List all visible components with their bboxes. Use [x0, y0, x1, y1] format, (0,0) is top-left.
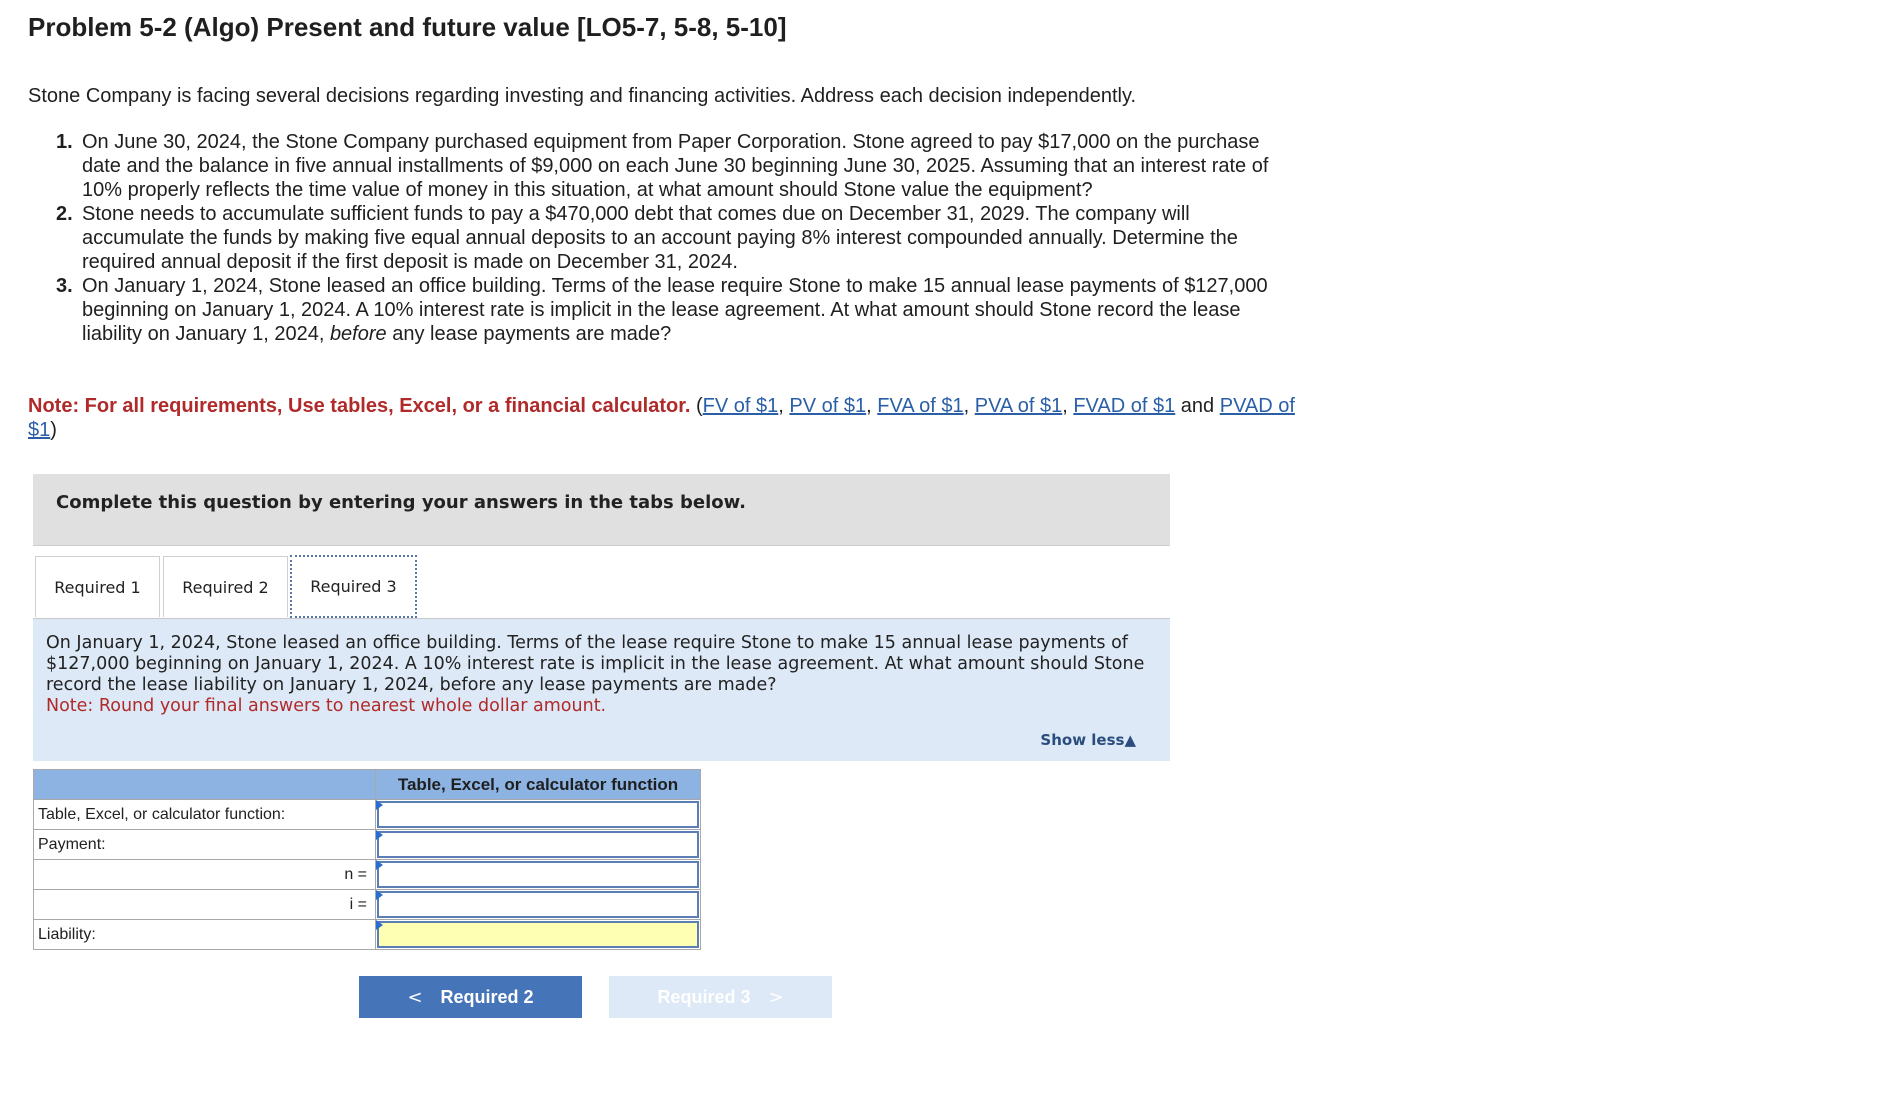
- requirement-number: 3.: [56, 275, 73, 297]
- requirement-text: Stone needs to accumulate sufficient funds to pay a $470,000 debt that comes due on December 31, 2029. The company will accumulate the funds by making five equal annual deposits to an account paying 8% interest compounded annually. Determine the required annual deposit if the first deposit is made on December 31, 2024.: [82, 203, 1238, 273]
- link-pvad-of-1[interactable]: PVAD of $1: [28, 395, 1295, 441]
- row-label-function: Table, Excel, or calculator function:: [34, 800, 376, 830]
- link-pv-of-1[interactable]: PV of $1: [789, 395, 867, 417]
- row-label-i: i =: [34, 890, 376, 920]
- table-row: [34, 890, 701, 920]
- requirement-text-before: On January 1, 2024, Stone leased an office building. Terms of the lease require Stone to make 15 annual lease payments of $127,000 beginning on January 1, 2024. A 10% interest rate is implicit in the lease agreement. At what amount should Stone record the lease liability on January 1, 2024,: [82, 275, 1268, 345]
- row-label-n: n =: [34, 860, 376, 890]
- show-less-label: Show less: [1040, 731, 1125, 749]
- payment-input[interactable]: [377, 831, 699, 858]
- liability-input[interactable]: [377, 921, 699, 948]
- requirement-number: 2.: [56, 203, 73, 225]
- requirement-text-after: any lease payments are made?: [386, 323, 672, 345]
- page-title: Problem 5-2 (Algo) Present and future value [LO5-7, 5-8, 5-10]: [28, 12, 787, 42]
- intro-text: Stone Company is facing several decisions regarding investing and financing activities. Address each decision independently.: [28, 85, 1137, 107]
- instructions-banner: [33, 474, 1170, 546]
- question-text: On January 1, 2024, Stone leased an office building. Terms of the lease require Stone to make 15 annual lease payments of $127,000 beginning on January 1, 2024. A 10% interest rate is implicit in the lease agreement. At what amount should Stone record the lease liability on January 1, 2024, before any lease payments are made?: [46, 633, 1145, 695]
- i-cell: [376, 890, 701, 920]
- requirement-item-2: [56, 202, 1286, 274]
- link-fvad-of-1[interactable]: FVAD of $1: [1073, 395, 1176, 417]
- note-paren-close: ): [50, 419, 57, 441]
- note-separator: ,: [866, 395, 878, 417]
- next-required-3-button[interactable]: [609, 976, 832, 1018]
- i-input[interactable]: [377, 891, 699, 918]
- tables-note: [28, 394, 1298, 442]
- note-paren-open: (: [690, 395, 703, 417]
- link-fva-of-1[interactable]: FVA of $1: [877, 395, 964, 417]
- entry-marker-icon: [376, 800, 383, 810]
- tab-required-3[interactable]: Required 3: [290, 555, 417, 618]
- requirement-text-emphasis: before: [329, 323, 387, 345]
- table-row: [34, 830, 701, 860]
- tab-required-1[interactable]: Required 1: [35, 556, 160, 617]
- entry-marker-icon: [376, 830, 383, 840]
- note-and: and: [1175, 395, 1220, 417]
- table-row: [34, 800, 701, 830]
- table-row: [34, 920, 701, 950]
- requirement-number: 1.: [56, 131, 73, 153]
- table-row: [34, 860, 701, 890]
- prev-required-2-button[interactable]: [359, 976, 582, 1018]
- requirement-item-3: [56, 274, 1286, 346]
- n-cell: [376, 860, 701, 890]
- payment-cell: [376, 830, 701, 860]
- liability-cell: [376, 920, 701, 950]
- prev-button-label: Required 2: [440, 986, 534, 1007]
- note-bold: Note: For all requirements, Use tables, Excel, or a financial calculator.: [28, 395, 691, 417]
- note-separator: ,: [1062, 395, 1074, 417]
- answer-header-blank: [34, 770, 376, 800]
- n-input[interactable]: [377, 861, 699, 888]
- answer-table: [33, 769, 701, 950]
- instructions-text: Complete this question by entering your answers in the tabs below.: [56, 492, 746, 513]
- row-label-liability: Liability:: [34, 920, 376, 950]
- show-less-toggle[interactable]: [1040, 730, 1136, 751]
- function-cell: [376, 800, 701, 830]
- next-button-label: Required 3: [657, 986, 751, 1007]
- requirement-item-1: [56, 130, 1286, 202]
- link-fv-of-1[interactable]: FV of $1: [702, 395, 779, 417]
- answer-header-label: Table, Excel, or calculator function: [376, 770, 701, 800]
- answer-table-header-row: [34, 770, 701, 800]
- question-panel: [33, 619, 1170, 761]
- tab-required-2[interactable]: Required 2: [163, 556, 288, 617]
- entry-marker-icon: [376, 860, 383, 870]
- triangle-up-icon: ▲: [1124, 731, 1136, 749]
- requirements-list: [56, 130, 1286, 346]
- note-separator: ,: [963, 395, 975, 417]
- chevron-left-icon: <: [407, 986, 423, 1008]
- requirement-text: On June 30, 2024, the Stone Company purchased equipment from Paper Corporation. Stone agreed to pay $17,000 on the purchase date and the balance in five annual installments of $9,000 on each June 30 beginning June 30, 2025. Assuming that an interest rate of 10% properly reflects the time value of money in this situation, at what amount should Stone value the equipment?: [82, 131, 1269, 201]
- entry-marker-icon: [376, 920, 383, 930]
- note-separator: ,: [778, 395, 790, 417]
- row-label-payment: Payment:: [34, 830, 376, 860]
- link-pva-of-1[interactable]: PVA of $1: [974, 395, 1063, 417]
- function-input[interactable]: [377, 801, 699, 828]
- entry-marker-icon: [376, 890, 383, 900]
- chevron-right-icon: >: [768, 986, 784, 1008]
- question-note: Note: Round your final answers to nearest whole dollar amount.: [46, 696, 607, 716]
